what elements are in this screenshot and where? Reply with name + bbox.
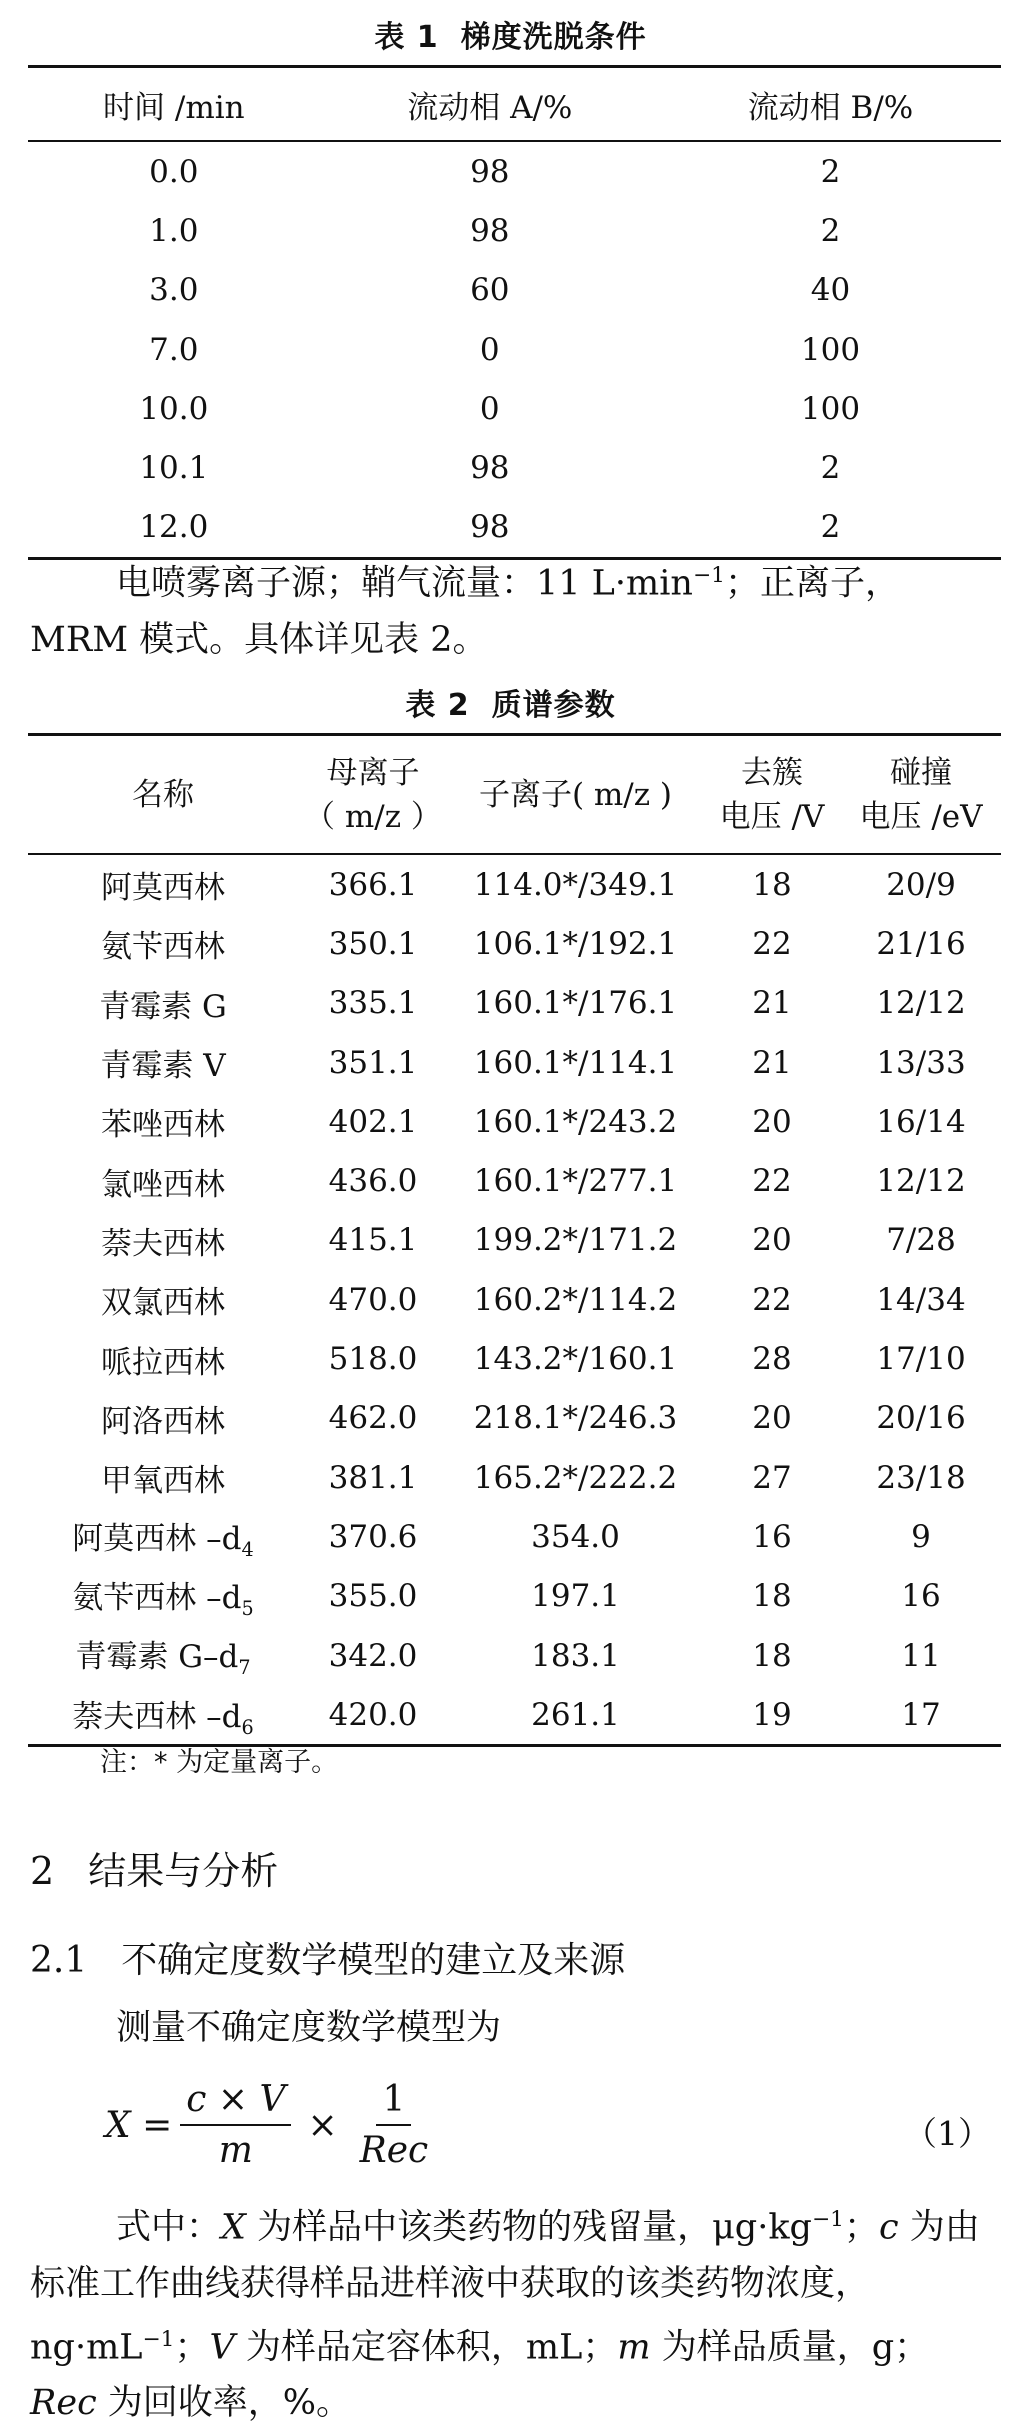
table-cell-collision: 20/9	[886, 866, 956, 903]
header-collision-voltage: 碰撞 电压 /eV	[841, 735, 1001, 855]
table-row	[28, 1211, 1001, 1270]
fraction-one-over-rec: $\frac{1}{\text{Rec}}$	[359, 2079, 429, 2171]
table-cell-product: 197.1	[531, 1578, 620, 1615]
table-cell-product: 165.2*/222.2	[473, 1459, 678, 1496]
table1-title: 梯度洗脱条件	[460, 20, 647, 55]
table-cell-parent: 402.1	[328, 1103, 418, 1140]
header-time: 时间 /min	[28, 67, 320, 142]
table1-number: 表 1	[374, 20, 439, 55]
fraction-cv-over-m: $\frac{c \times V}{m}$	[180, 2079, 291, 2171]
table-row	[28, 1626, 1001, 1685]
table-cell-parent: 518.0	[328, 1341, 418, 1378]
table-cell-product: 160.1*/114.1	[473, 1044, 678, 1081]
header-product-ion: 子离子( m/z )	[448, 735, 703, 855]
table-cell-parent: 415.1	[328, 1222, 418, 1259]
table-cell-collision: 12/12	[876, 1163, 966, 1200]
ms-params-table	[28, 733, 1001, 1747]
equation-number: （1）	[904, 2114, 991, 2153]
table-cell-collision: 16	[901, 1578, 941, 1615]
table-cell-declus: 21	[752, 1044, 792, 1081]
table-cell-name: 萘夫西林 $-d_6$	[72, 1698, 254, 1739]
uncertainty-formula: X = $\frac{c \times V}{m}$ × $\frac{1}{\text{Rec}}$	[105, 2070, 442, 2180]
table-cell-declus: 20	[752, 1222, 792, 1259]
header-name: 名称	[28, 735, 298, 855]
table-cell-declus: 22	[752, 1281, 792, 1318]
table-cell-collision: 20/16	[876, 1400, 966, 1437]
table-cell-collision: 9	[911, 1518, 931, 1555]
table-cell-collision: 13/33	[876, 1044, 966, 1081]
table-cell-parent: 381.1	[328, 1459, 418, 1496]
table-cell-name: 阿洛西林	[101, 1403, 225, 1440]
table-row	[28, 438, 1001, 497]
formula-lhs: X =	[105, 2104, 173, 2146]
model-intro-paragraph: 测量不确定度数学模型为	[116, 2008, 502, 2048]
table-row	[28, 974, 1001, 1033]
table-row	[28, 320, 1001, 379]
table-cell-name: 哌拉西林	[101, 1344, 225, 1381]
table-row	[28, 141, 1001, 201]
table-cell-collision: 7/28	[886, 1222, 956, 1259]
table-cell: 0.0	[149, 153, 199, 190]
table-cell-product: 160.2*/114.2	[473, 1281, 678, 1318]
table-cell-declus: 16	[752, 1518, 792, 1555]
table-cell-product: 160.1*/277.1	[473, 1163, 678, 1200]
table2-title: 质谱参数	[491, 688, 616, 723]
table-cell: 12.0	[139, 509, 209, 546]
table-cell-parent: 470.0	[328, 1281, 418, 1318]
table2-number: 表 2	[405, 688, 470, 723]
table-cell: 3.0	[149, 272, 199, 309]
table-cell: 2	[820, 212, 841, 249]
table-cell-declus: 19	[752, 1696, 792, 1733]
header-phase-b: 流动相 B/%	[660, 67, 1001, 142]
table-cell-parent: 342.0	[328, 1637, 418, 1674]
table-cell-declus: 18	[752, 866, 792, 903]
table-cell: 100	[800, 331, 861, 368]
table-row	[28, 1329, 1001, 1388]
table-cell-declus: 20	[752, 1400, 792, 1437]
table-cell-product: 160.1*/243.2	[473, 1103, 678, 1140]
table-cell-name: 苯唑西林	[101, 1107, 225, 1144]
table-cell-collision: 17/10	[876, 1341, 966, 1378]
table-cell-name: 双氯西林	[101, 1285, 225, 1322]
table-cell-parent: 350.1	[328, 925, 418, 962]
table-row	[28, 1270, 1001, 1329]
ion-source-paragraph: 电喷雾离子源；鞘气流量：11 $L\cdot\min^{-1}$；正离子，MRM 模式。具体详见表 2。	[30, 563, 900, 660]
table-cell-product: 261.1	[531, 1696, 620, 1733]
table-cell-name: 氨苄西林 $-d_5$	[72, 1580, 254, 1621]
table-row	[28, 1033, 1001, 1092]
table-cell-name: 氯唑西林	[101, 1166, 225, 1203]
table-cell-product: 183.1	[531, 1637, 620, 1674]
table-row	[28, 379, 1001, 438]
table-cell-declus: 22	[752, 1163, 792, 1200]
table-cell-declus: 21	[752, 985, 792, 1022]
table-cell-name: 甲氧西林	[101, 1463, 225, 1500]
table-cell-parent: 370.6	[328, 1518, 418, 1555]
table-row	[28, 1448, 1001, 1507]
header-phase-a: 流动相 A/%	[320, 67, 660, 142]
table-cell-product: 199.2*/171.2	[473, 1222, 678, 1259]
table-cell-parent: 436.0	[328, 1163, 418, 1200]
table-cell: 2	[820, 509, 841, 546]
table-cell: 98	[470, 450, 510, 487]
table-cell-name: 青霉素 G	[99, 988, 227, 1025]
table-cell-name: 青霉素 $G-d_7$	[75, 1639, 251, 1680]
table-cell-product: 114.0*/349.1	[473, 866, 678, 903]
table-cell-declus: 18	[752, 1637, 792, 1674]
table-cell-collision: 23/18	[876, 1459, 966, 1496]
table-cell-product: 354.0	[531, 1518, 620, 1555]
table-cell: 0	[479, 390, 500, 427]
table-cell: 60	[470, 272, 510, 309]
table2-caption	[0, 680, 1021, 724]
table-cell-name: 阿莫西林	[101, 870, 225, 907]
table-cell: 7.0	[149, 331, 199, 368]
table-cell-name: 青霉素 V	[100, 1048, 226, 1085]
table-cell-declus: 18	[752, 1578, 792, 1615]
table-cell-collision: 16/14	[876, 1103, 966, 1140]
table2-note: 注：* 为定量离子。	[100, 1747, 339, 1778]
table-cell-product: 143.2*/160.1	[473, 1341, 678, 1378]
table-cell-collision: 12/12	[876, 985, 966, 1022]
table-row	[28, 854, 1001, 914]
gradient-table	[28, 65, 1001, 560]
table-cell-name: 氨苄西林	[101, 929, 225, 966]
table-cell: 98	[470, 509, 510, 546]
table-cell-collision: 17	[901, 1696, 941, 1733]
table-row	[28, 1092, 1001, 1151]
table-cell-name: 阿莫西林 $-d_4$	[72, 1520, 254, 1561]
table-cell: 10.1	[139, 450, 209, 487]
table-cell-declus: 22	[752, 925, 792, 962]
table-row	[28, 261, 1001, 320]
table-cell-collision: 14/34	[876, 1281, 966, 1318]
table-cell-product: 218.1*/246.3	[473, 1400, 678, 1437]
table-row	[28, 1389, 1001, 1448]
table-cell: 40	[810, 272, 851, 309]
table-cell: 2	[820, 153, 841, 190]
table-row	[28, 1507, 1001, 1566]
subsection-heading: 2.1 不确定度数学模型的建立及来源	[30, 1940, 626, 1981]
header-declustering-voltage: 去簇 电压 /V	[703, 735, 841, 855]
table-cell-product: 106.1*/192.1	[473, 925, 678, 962]
table-cell-parent: 366.1	[328, 866, 418, 903]
table-row	[28, 1567, 1001, 1626]
table-row	[28, 914, 1001, 973]
table-cell-collision: 21/16	[876, 925, 966, 962]
table-row	[28, 201, 1001, 260]
table-cell-parent: 420.0	[328, 1696, 418, 1733]
header-parent-ion: 母离子 （ m/z ）	[298, 735, 448, 855]
table-cell: 98	[470, 153, 510, 190]
table1-caption	[0, 12, 1021, 56]
table-cell-declus: 27	[752, 1459, 792, 1496]
table-cell: 98	[470, 212, 510, 249]
table-cell-parent: 335.1	[328, 985, 418, 1022]
table-cell: 0	[479, 331, 500, 368]
table-cell-parent: 351.1	[328, 1044, 418, 1081]
table-cell-collision: 11	[901, 1637, 941, 1674]
table-cell: 2	[820, 450, 841, 487]
section-heading: 2 结果与分析	[30, 1849, 279, 1893]
table-cell-parent: 355.0	[328, 1578, 418, 1615]
table-cell-name: 萘夫西林	[101, 1225, 225, 1262]
table-row	[28, 1685, 1001, 1746]
table-row	[28, 1151, 1001, 1210]
variables-paragraph: 式中：X 为样品中该类药物的残留量，$\mu g\cdot kg^{-1}$；c 为由标准工作曲线获得样品进样液中获取的该类药物浓度，$ng\cdot mL^{-1}$；V 为样品定容体积，mL；m 为样品质量，g；Rec 为回收率，%。	[30, 2207, 980, 2424]
table-cell-declus: 28	[752, 1341, 792, 1378]
table-cell-product: 160.1*/176.1	[473, 985, 678, 1022]
table-cell-declus: 20	[752, 1103, 792, 1140]
table-cell: 100	[800, 390, 861, 427]
table-cell-parent: 462.0	[328, 1400, 418, 1437]
table-cell: 10.0	[139, 390, 209, 427]
table-cell: 1.0	[149, 212, 199, 249]
